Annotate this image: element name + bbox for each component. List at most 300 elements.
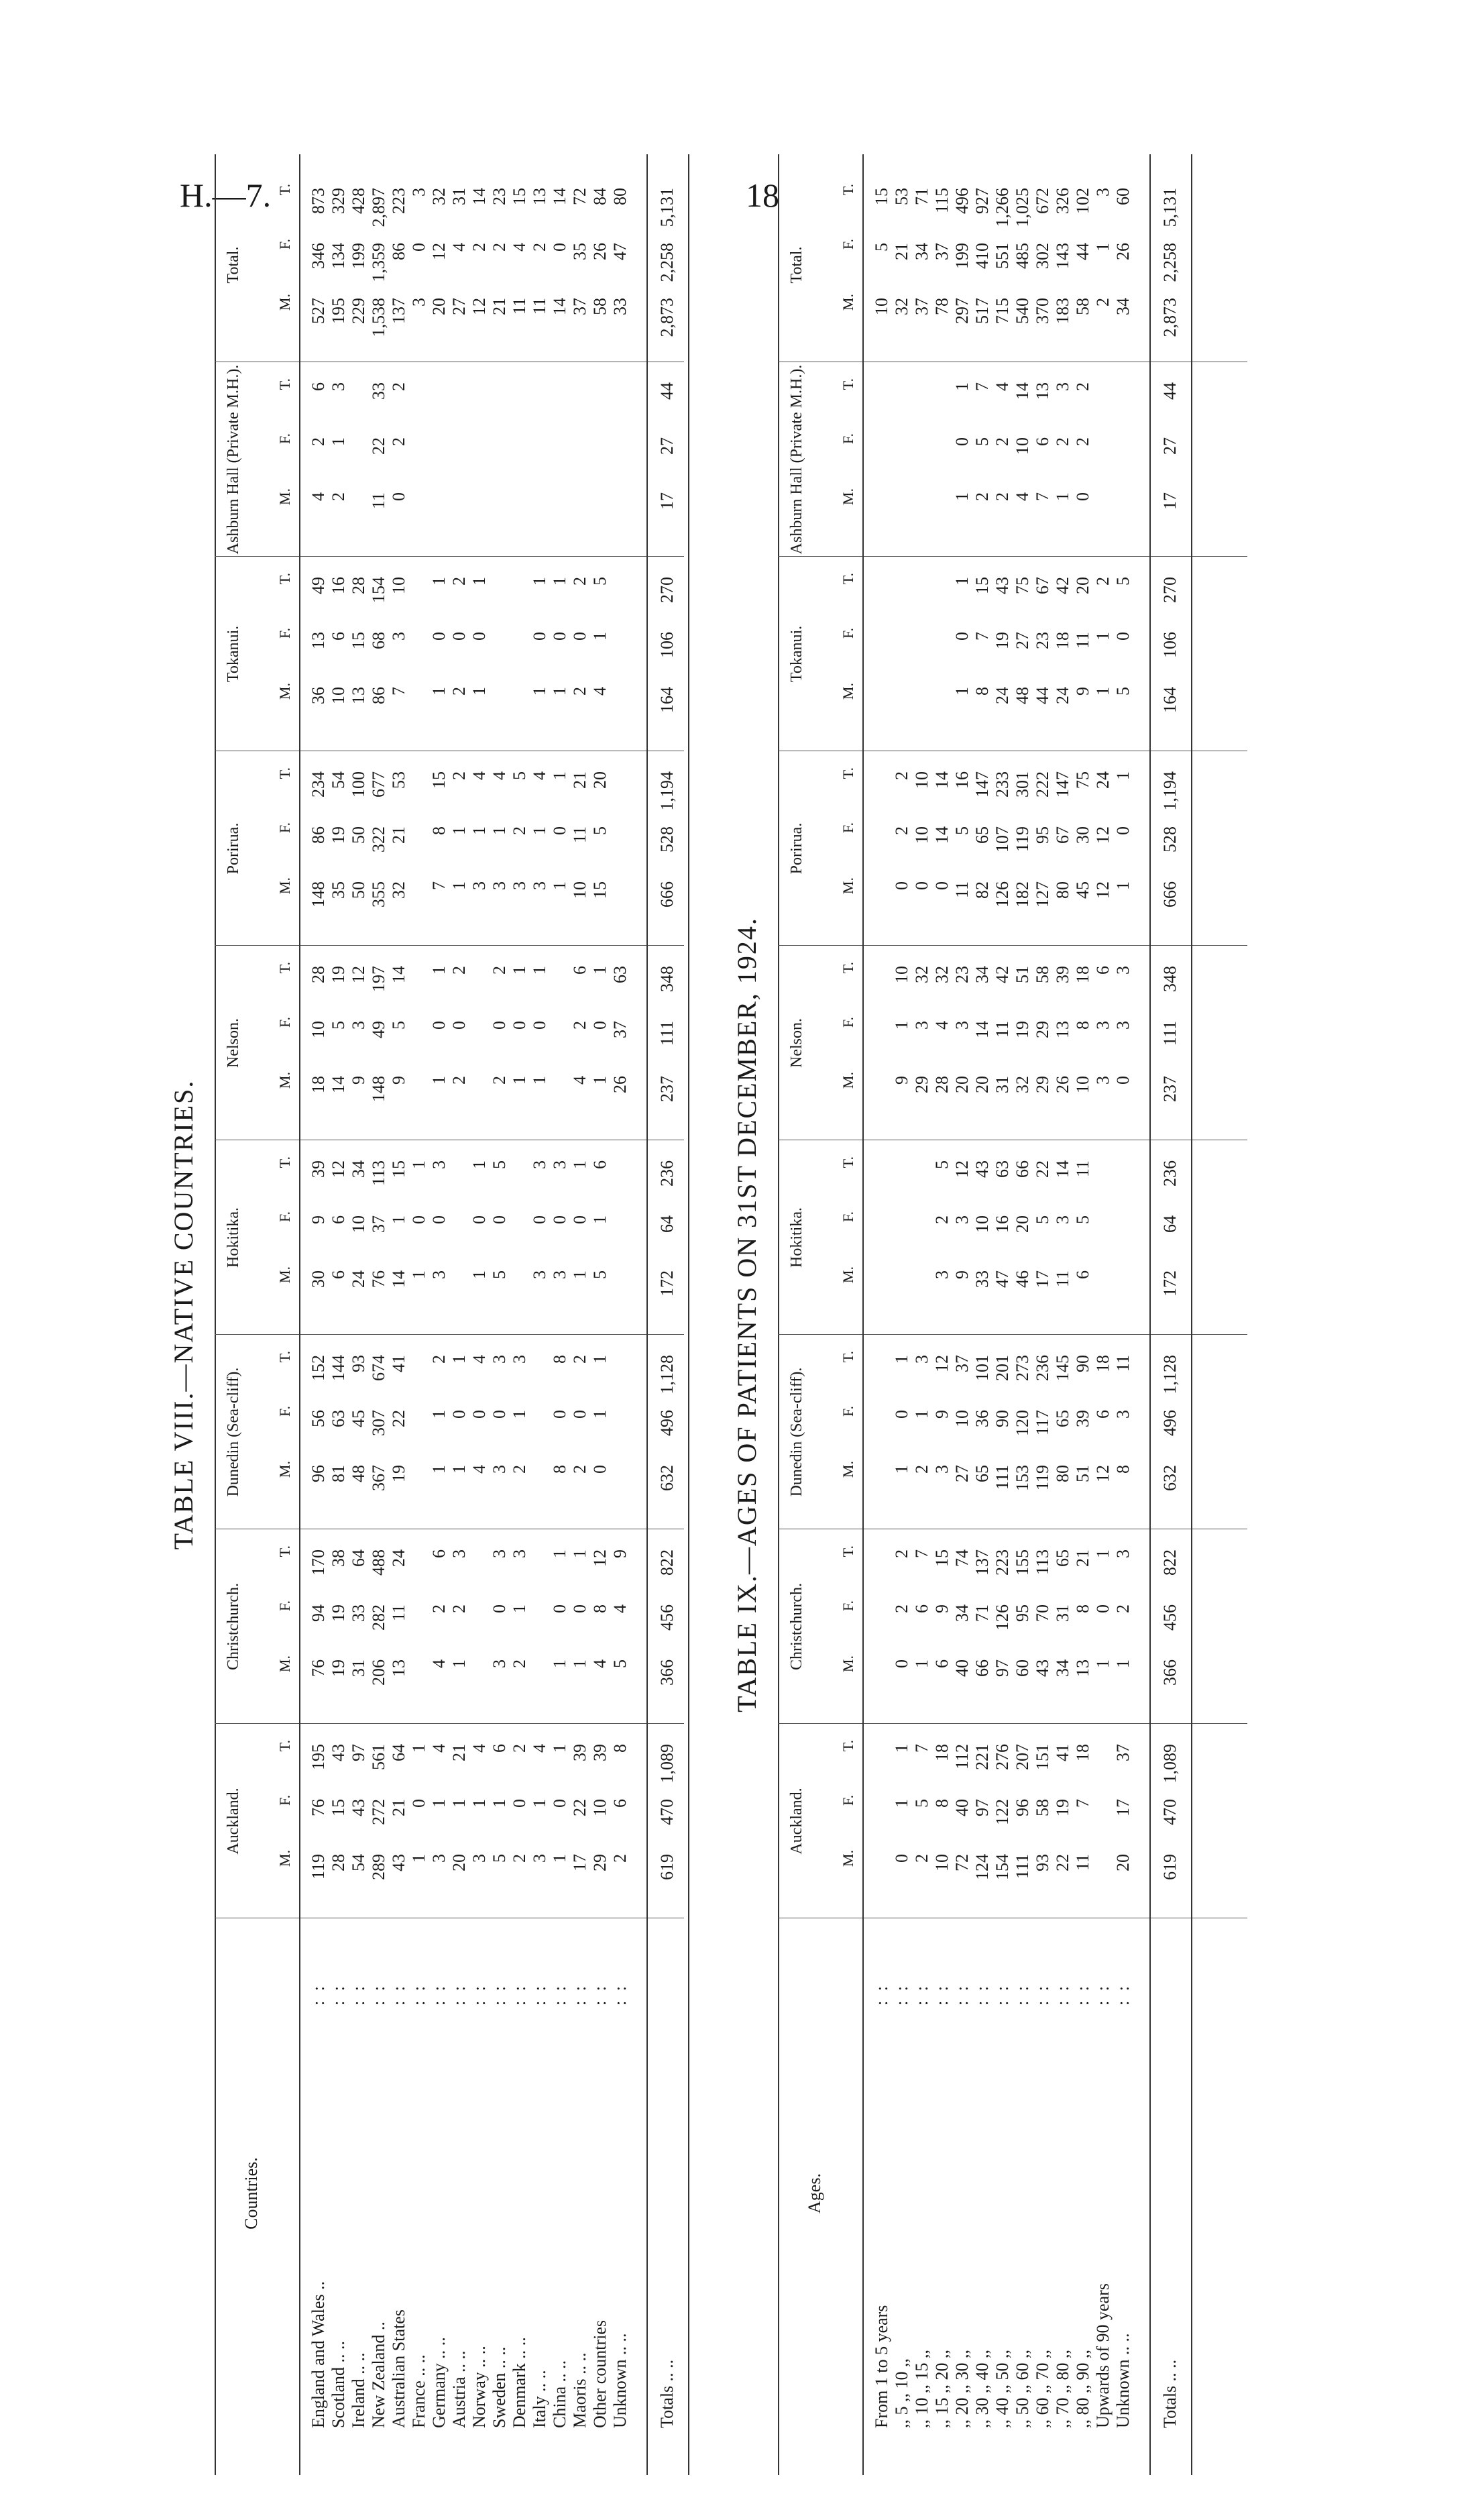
table-cell: 1	[510, 966, 529, 975]
row-label: Austria .. ..	[449, 2350, 469, 2428]
table-cell: 428	[349, 188, 368, 214]
group-header: Tokanui.	[225, 625, 242, 683]
table-cell: 86	[369, 687, 388, 704]
table-cell: 106	[1160, 632, 1180, 658]
sub-header: F.	[276, 1795, 293, 1806]
table-cell: 5	[972, 437, 992, 446]
table-cell: 3	[550, 1160, 569, 1169]
table-cell: 144	[329, 1355, 348, 1381]
table-cell: 666	[1160, 881, 1180, 908]
row-dots: : :	[570, 1983, 589, 2006]
table-cell: 1	[1113, 881, 1133, 890]
sub-header: F.	[840, 1211, 856, 1222]
table-cell: 90	[993, 1410, 1012, 1427]
table-cell: 1,194	[657, 771, 677, 811]
table-cell: 45	[349, 1410, 368, 1427]
table-row	[1073, 154, 1093, 2475]
table-cell: 3	[469, 1854, 489, 1863]
table-cell: 4	[429, 1659, 449, 1668]
table-cell: 7	[1033, 492, 1052, 501]
row-label: ,, 60 ,, 70 ,,	[1033, 2350, 1052, 2428]
table-cell: 28	[349, 577, 368, 594]
table-cell: 39	[1053, 966, 1072, 983]
table-cell: 143	[1053, 243, 1072, 269]
table-cell: 21	[490, 298, 509, 315]
group-header: Christchurch.	[225, 1583, 242, 1670]
table-cell: 0	[490, 1215, 509, 1224]
table-cell: 9	[892, 1076, 911, 1085]
table-cell: 2	[449, 687, 469, 696]
row-label: ,, 15 ,, 20 ,,	[932, 2350, 952, 2428]
table-cell: 3	[469, 881, 489, 890]
table-cell: 44	[1073, 243, 1092, 260]
table-cell: 1	[912, 1410, 931, 1419]
table-cell: 80	[1053, 881, 1072, 899]
table-cell: 2	[932, 1215, 952, 1224]
table-cell: 2,258	[1160, 243, 1180, 282]
table-cell: 33	[369, 382, 388, 400]
table-cell: 81	[329, 1465, 348, 1482]
table-cell: 34	[1113, 298, 1133, 315]
table-cell: 17	[1160, 492, 1180, 510]
table-cell: 49	[308, 577, 328, 594]
table-cell: 63	[329, 1410, 348, 1427]
table-cell: 1	[449, 1465, 469, 1474]
table-cell: 111	[993, 1465, 1012, 1490]
table-cell: 8	[610, 1744, 630, 1753]
table-cell: 302	[1033, 243, 1052, 269]
table-cell: 137	[972, 1549, 992, 1576]
table-cell: 4	[469, 1465, 489, 1474]
table-cell: 34	[349, 1160, 368, 1178]
table-cell: 18	[308, 1076, 328, 1093]
row-label: ,, 20 ,, 30 ,,	[952, 2350, 972, 2428]
table-cell: 0	[570, 1410, 589, 1419]
sub-header: M.	[840, 1072, 856, 1089]
table-cell: 19	[329, 1604, 348, 1622]
table-cell: 370	[1033, 298, 1052, 324]
sub-header: M.	[276, 877, 293, 895]
table-cell: 485	[1013, 243, 1032, 269]
table-cell: 3	[952, 1215, 972, 1224]
table-cell: 270	[657, 577, 677, 603]
table-cell: 410	[972, 243, 992, 269]
table-cell: 155	[1013, 1549, 1032, 1576]
table-cell: 0	[550, 826, 569, 835]
table-cell: 1,089	[657, 1744, 677, 1784]
table-cell: 551	[993, 243, 1012, 269]
table-cell: 15	[872, 188, 891, 205]
table-cell: 30	[308, 1270, 328, 1288]
table-cell: 37	[912, 298, 931, 315]
table-cell: 4	[590, 1659, 610, 1668]
table-cell: 15	[349, 632, 368, 649]
table-cell: 4	[490, 771, 509, 780]
table-cell: 14	[1053, 1160, 1072, 1178]
table-cell: 7	[972, 632, 992, 641]
table-cell: 11	[1073, 1160, 1092, 1178]
row-label: Unknown .. ..	[1113, 2333, 1133, 2428]
table-cell: 2	[389, 382, 408, 391]
table-cell: 13	[1053, 1021, 1072, 1038]
row-label: Italy .. ..	[530, 2370, 549, 2428]
table-cell: 18	[1053, 632, 1072, 649]
table-cell: 22	[369, 437, 388, 455]
table-cell: 0	[1073, 492, 1092, 501]
row-dots: : :	[952, 1983, 972, 2006]
table-cell: 137	[389, 298, 408, 324]
table-cell: 496	[952, 188, 972, 214]
table-cell: 0	[530, 1021, 549, 1030]
table-cell: 1,538	[369, 298, 388, 337]
table-cell: 3	[409, 298, 429, 307]
row-label: ,, 70 ,, 80 ,,	[1053, 2350, 1072, 2428]
table-cell: 100	[349, 771, 368, 798]
table-cell: 15	[329, 1799, 348, 1816]
table-cell: 9	[932, 1410, 952, 1419]
table-cell: 273	[1013, 1355, 1032, 1381]
table-cell: 75	[1013, 577, 1032, 594]
table-cell: 151	[1033, 1744, 1052, 1770]
row-label: Denmark .. ..	[510, 2337, 529, 2428]
sub-header: M.	[840, 294, 856, 311]
table-row	[872, 154, 892, 2475]
table-cell: 19	[389, 1465, 408, 1482]
table-cell: 1,266	[993, 188, 1012, 227]
row-dots: : :	[329, 1983, 348, 2006]
table-cell: 528	[657, 826, 677, 853]
table-cell: 234	[308, 771, 328, 798]
table-row	[1093, 154, 1113, 2475]
table-cell: 11	[1053, 1270, 1072, 1288]
table-cell: 1	[449, 826, 469, 835]
table-cell: 60	[1013, 1659, 1032, 1677]
table-cell: 32	[429, 188, 449, 205]
table-cell: 0	[550, 632, 569, 641]
table-cell: 0	[550, 1410, 569, 1419]
sub-header: T.	[276, 1351, 293, 1363]
table-cell: 2	[892, 826, 911, 835]
table-row	[550, 154, 570, 2475]
table-cell: 322	[369, 826, 388, 853]
table-cell: 2	[510, 1854, 529, 1863]
table-cell: 5	[490, 1854, 509, 1863]
sub-header: T.	[276, 184, 293, 196]
table-cell: 14	[972, 1021, 992, 1038]
table-cell: 42	[993, 966, 1012, 983]
table-cell: 4	[993, 382, 1012, 391]
table-cell: 2	[912, 1465, 931, 1474]
table-cell: 4	[530, 771, 549, 780]
table9	[778, 154, 1261, 2475]
group-header: Nelson.	[225, 1018, 242, 1068]
table-cell: 101	[972, 1355, 992, 1381]
table-cell: 0	[429, 1021, 449, 1030]
table-cell: 0	[449, 1410, 469, 1419]
table-cell: 145	[1053, 1355, 1072, 1381]
table-cell: 27	[657, 437, 677, 455]
table-cell: 51	[1013, 966, 1032, 983]
table-cell: 24	[1053, 687, 1072, 704]
table-cell: 97	[349, 1744, 368, 1761]
table-cell: 1,025	[1013, 188, 1032, 227]
table-cell: 13	[530, 188, 549, 205]
row-label: ,, 5 ,, 10 ,,	[892, 2358, 911, 2428]
table-row	[1113, 154, 1133, 2475]
sub-header: M.	[840, 1655, 856, 1673]
table-cell: 24	[349, 1270, 368, 1288]
table-cell: 15	[510, 188, 529, 205]
table-cell: 4	[449, 243, 469, 252]
group-header: Christchurch.	[788, 1583, 805, 1670]
table-cell: 14	[389, 966, 408, 983]
table-cell: 16	[329, 577, 348, 594]
table-cell: 1	[409, 1854, 429, 1863]
sub-header: M.	[276, 294, 293, 311]
table-cell: 68	[369, 632, 388, 649]
table-cell: 6	[1093, 1410, 1113, 1419]
table-cell: 20	[972, 1076, 992, 1093]
table-cell: 496	[657, 1410, 677, 1436]
sub-header: F.	[840, 628, 856, 639]
sub-header: T.	[276, 378, 293, 390]
table-cell: 1	[590, 632, 610, 641]
table-cell: 10	[590, 1799, 610, 1816]
table-cell: 76	[369, 1270, 388, 1288]
table-cell: 18	[932, 1744, 952, 1761]
table-cell: 34	[952, 1604, 972, 1622]
table-row	[1053, 154, 1073, 2475]
sub-header: M.	[840, 1461, 856, 1478]
table-cell: 33	[610, 298, 630, 315]
table-cell: 12	[952, 1160, 972, 1178]
table-cell: 23	[490, 188, 509, 205]
table-cell: 28	[329, 1854, 348, 1871]
table-cell: 119	[308, 1854, 328, 1880]
table-cell: 6	[1093, 966, 1113, 975]
table-cell: 19	[329, 1659, 348, 1677]
table-cell: 72	[570, 188, 589, 205]
table-cell: 14	[389, 1270, 408, 1288]
table-cell: 3	[490, 1465, 509, 1474]
table-cell: 3	[329, 382, 348, 391]
table-cell: 40	[952, 1799, 972, 1816]
table-cell: 14	[932, 771, 952, 789]
table-cell: 54	[329, 771, 348, 789]
table-cell: 2	[510, 1659, 529, 1668]
row-dots: : :	[590, 1983, 610, 2006]
sub-header: M.	[276, 683, 293, 700]
table-cell: 71	[912, 188, 931, 205]
table-cell: 80	[610, 188, 630, 205]
row-label: ,, 80 ,, 90 ,,	[1073, 2350, 1092, 2428]
table-cell: 37	[952, 1355, 972, 1372]
sub-header: T.	[840, 1545, 856, 1557]
group-header: Ashburn Hall (Private M.H.).	[225, 364, 242, 555]
table-cell: 873	[308, 188, 328, 214]
table-cell: 43	[389, 1854, 408, 1871]
table-cell: 1	[429, 687, 449, 696]
table-cell: 1	[389, 1215, 408, 1224]
group-header: Total.	[788, 246, 805, 284]
table-cell: 12	[1093, 881, 1113, 899]
table-cell: 2	[308, 437, 328, 446]
table-cell: 4	[510, 243, 529, 252]
table-cell: 1	[510, 1604, 529, 1613]
table-cell: 96	[308, 1465, 328, 1482]
table-cell: 58	[1033, 1799, 1052, 1816]
table-cell: 15	[429, 771, 449, 789]
table-cell: 3	[429, 1160, 449, 1169]
table-row	[912, 154, 932, 2475]
table-cell: 44	[1160, 382, 1180, 400]
table-cell: 1	[449, 881, 469, 890]
table-cell: 0	[892, 881, 911, 890]
sub-header: M.	[840, 488, 856, 506]
table-cell: 34	[972, 966, 992, 983]
table-cell: 0	[550, 1604, 569, 1613]
sub-header: T.	[840, 962, 856, 974]
table-cell: 1	[550, 687, 569, 696]
sub-header: F.	[276, 628, 293, 639]
table-cell: 86	[389, 243, 408, 260]
table-cell: 6	[308, 382, 328, 391]
table-cell: 11	[1113, 1355, 1133, 1372]
table-cell: 2	[570, 577, 589, 586]
table-cell: 366	[1160, 1659, 1180, 1686]
table-cell: 5	[610, 1659, 630, 1668]
row-dots: : :	[993, 1983, 1012, 2006]
table-cell: 39	[590, 1744, 610, 1761]
sub-header: F.	[276, 1406, 293, 1417]
table-cell: 326	[1053, 188, 1072, 214]
group-header: Auckland.	[788, 1788, 805, 1855]
table-cell: 6	[590, 1160, 610, 1169]
table-cell: 0	[1113, 826, 1133, 835]
table-cell: 5	[1113, 577, 1133, 586]
sub-header: F.	[276, 1211, 293, 1222]
table-cell: 13	[349, 687, 368, 704]
table-cell: 93	[1033, 1854, 1052, 1871]
table-cell: 37	[369, 1215, 388, 1233]
table-cell: 10	[1013, 437, 1032, 455]
table-cell: 37	[932, 243, 952, 260]
table-cell: 48	[1013, 687, 1032, 704]
table-cell: 1	[892, 1355, 911, 1364]
table-cell: 2	[892, 771, 911, 780]
table-cell: 233	[993, 771, 1012, 798]
table-cell: 58	[590, 298, 610, 315]
row-dots: : :	[932, 1983, 952, 2006]
table-cell: 0	[550, 1215, 569, 1224]
table-cell: 0	[892, 1410, 911, 1419]
sub-header: T.	[840, 378, 856, 390]
table-cell: 72	[952, 1854, 972, 1871]
row-dots: : :	[469, 1983, 489, 2006]
table-cell: 11	[993, 1021, 1012, 1038]
table-cell: 117	[1033, 1410, 1052, 1436]
table-cell: 120	[1013, 1410, 1032, 1436]
table-cell: 1	[570, 1270, 589, 1279]
table-cell: 17	[1033, 1270, 1052, 1288]
table-cell: 154	[993, 1854, 1012, 1880]
table-row	[308, 154, 329, 2475]
table-cell: 195	[329, 298, 348, 324]
sub-header: T.	[840, 1351, 856, 1363]
table-cell: 1	[1093, 243, 1113, 252]
table-cell: 97	[993, 1659, 1012, 1677]
table-cell: 2	[449, 1076, 469, 1085]
table-cell: 54	[349, 1854, 368, 1871]
sub-header: T.	[840, 573, 856, 585]
table-cell: 126	[993, 881, 1012, 908]
table-cell: 65	[972, 826, 992, 844]
table-cell: 3	[932, 1270, 952, 1279]
table-cell: 4	[429, 1744, 449, 1753]
table-cell: 1	[429, 1465, 449, 1474]
table-cell: 276	[993, 1744, 1012, 1770]
table-cell: 93	[349, 1355, 368, 1372]
table-cell: 22	[389, 1410, 408, 1427]
sub-header: F.	[276, 822, 293, 833]
sub-header: M.	[840, 1266, 856, 1284]
row-header: Ages.	[805, 2173, 824, 2213]
table-cell: 677	[369, 771, 388, 798]
table-cell: 37	[570, 298, 589, 315]
table-cell: 1	[1113, 1659, 1133, 1668]
table-cell: 206	[369, 1659, 388, 1686]
table-cell: 33	[349, 1604, 368, 1622]
table-cell: 0	[912, 881, 931, 890]
sub-header: M.	[840, 877, 856, 895]
table-cell: 619	[1160, 1854, 1180, 1880]
table-cell: 80	[1053, 1465, 1072, 1482]
row-label: China .. ..	[550, 2360, 569, 2428]
table-cell: 456	[657, 1604, 677, 1631]
table-cell: 0	[892, 1854, 911, 1863]
row-header: Countries.	[241, 2157, 261, 2230]
table-cell: 10	[1073, 1076, 1092, 1093]
row-dots: : :	[1113, 1983, 1133, 2006]
table-cell: 9	[389, 1076, 408, 1085]
row-dots: : :	[1033, 1983, 1052, 2006]
table-cell: 6	[912, 1604, 931, 1613]
table-cell: 12	[429, 243, 449, 260]
table-cell: 3	[510, 1355, 529, 1364]
table-cell: 31	[349, 1659, 368, 1677]
table-cell: 20	[1013, 1215, 1032, 1233]
table-cell: 0	[550, 1799, 569, 1808]
table-cell: 42	[1053, 577, 1072, 594]
table-cell: 97	[972, 1799, 992, 1816]
table-cell: 470	[657, 1799, 677, 1825]
table-cell: 2	[610, 1854, 630, 1863]
table-cell: 26	[590, 243, 610, 260]
table-cell: 1	[469, 1799, 489, 1808]
table-cell: 5	[1073, 1215, 1092, 1224]
table-cell: 0	[490, 1604, 509, 1613]
sub-header: F.	[840, 1017, 856, 1028]
table-cell: 2,897	[369, 188, 388, 227]
table-cell: 0	[590, 1465, 610, 1474]
table-cell: 64	[1160, 1215, 1180, 1233]
table-cell: 40	[952, 1659, 972, 1677]
table-cell: 1	[429, 966, 449, 975]
table-cell: 65	[1053, 1549, 1072, 1567]
table-cell: 3	[550, 1270, 569, 1279]
table-cell: 0	[952, 437, 972, 446]
table-cell: 2	[510, 1465, 529, 1474]
